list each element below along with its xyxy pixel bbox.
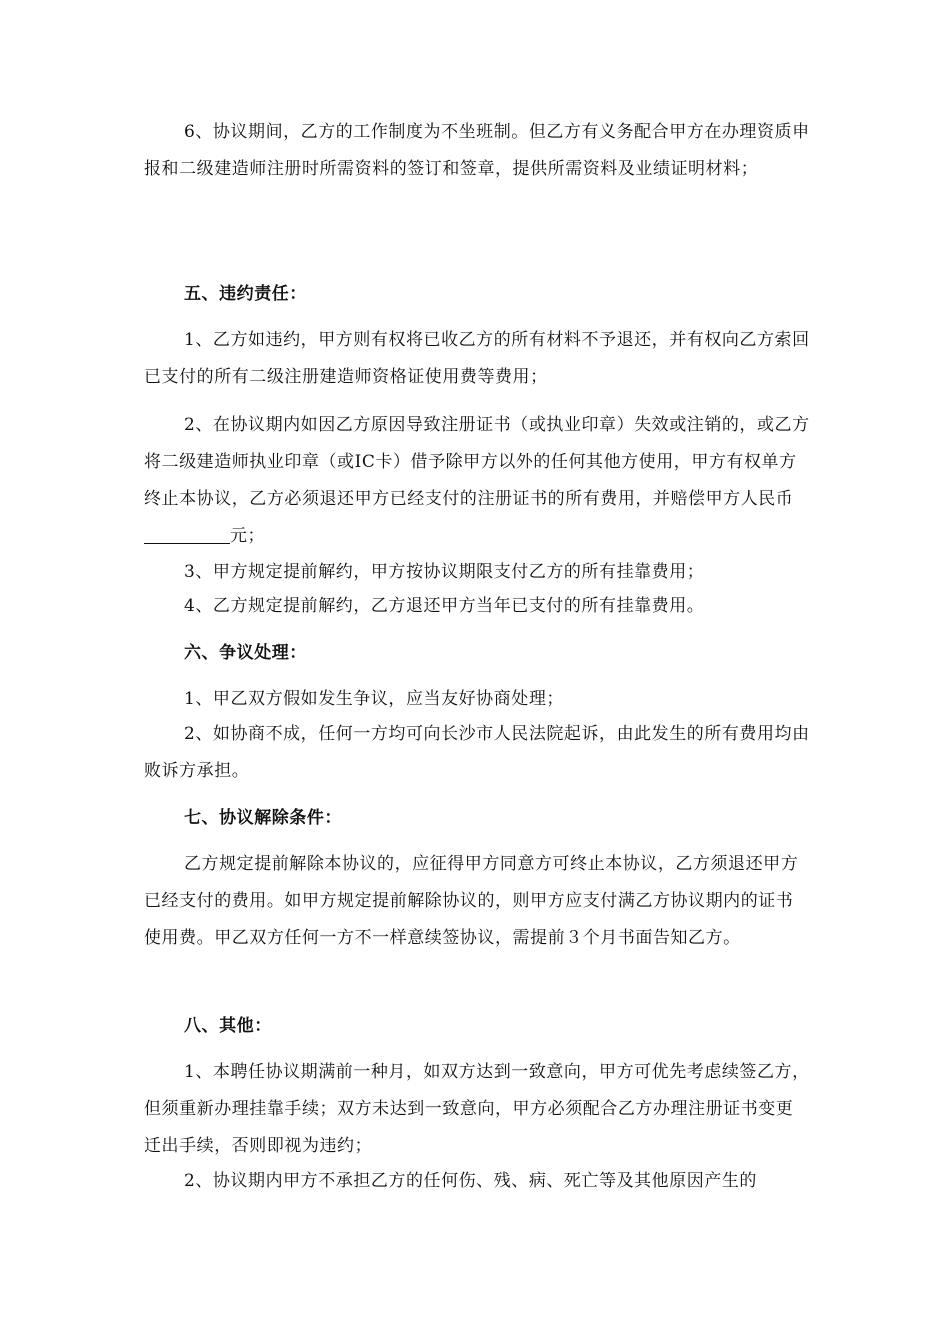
section-6-heading: 六、争议处理： — [184, 643, 307, 663]
clause-5-3: 3、甲方规定提前解约，甲方按协议期限支付乙方的所有挂靠费用； — [184, 562, 705, 582]
clause-4-6: 6、协议期间，乙方的工作制度为不坐班制。但乙方有义务配合甲方在办理资质申报和二级建造师注册时所需资料的签订和签章，提供所需资料及业绩证明材料； — [144, 122, 810, 179]
section-8-heading: 八、其他： — [184, 1016, 272, 1036]
clause-5-2 — [144, 407, 810, 555]
clause-5-1: 1、乙方如违约，甲方则有权将已收乙方的所有材料不予退还，并有权向乙方索回已支付的所有二级注册建造师资格证使用费等费用； — [144, 330, 810, 387]
clause-6-1: 1、甲乙双方假如发生争议，应当友好协商处理； — [184, 689, 564, 709]
clause-5-2-suffix: 元； — [230, 526, 266, 546]
clause-5-2-text: 2、在协议期内如因乙方原因导致注册证书（或执业印章）失效或注销的，或乙方将二级建造师执业印章（或IC卡）借予除甲方以外的任何其他方使用，甲方有权单方终止本协议，乙方必须退还甲方已经支付的注册证书的所有费用，并赔偿甲方人民币 — [144, 415, 810, 509]
clause-5-4: 4、乙方规定提前解约，乙方退还甲方当年已支付的所有挂靠费用。 — [184, 596, 705, 616]
clause-8-2: 2、协议期内甲方不承担乙方的任何伤、残、病、死亡等及其他原因产生的 — [184, 1171, 757, 1191]
clause-7-body: 乙方规定提前解除本协议的，应征得甲方同意方可终止本协议，乙方须退还甲方已经支付的费用。如甲方规定提前解除协议的，则甲方应支付满乙方协议期内的证书使用费。甲乙双方任何一方不一样意续签协议，需提前３个月书面告知乙方。 — [144, 854, 799, 948]
amount-blank — [144, 525, 230, 544]
clause-6-2: 2、如协商不成，任何一方均可向长沙市人民法院起诉，由此发生的所有费用均由败诉方承担。 — [144, 724, 810, 781]
section-7-heading: 七、协议解除条件： — [184, 808, 342, 828]
section-5-heading: 五、违约责任： — [184, 284, 307, 304]
clause-8-1: 1、本聘任协议期满前一种月，如双方达到一致意向，甲方可优先考虑续签乙方，但须重新办理挂靠手续；双方未达到一致意向，甲方必须配合乙方办理注册证书变更迁出手续，否则即视为违约； — [144, 1062, 810, 1156]
